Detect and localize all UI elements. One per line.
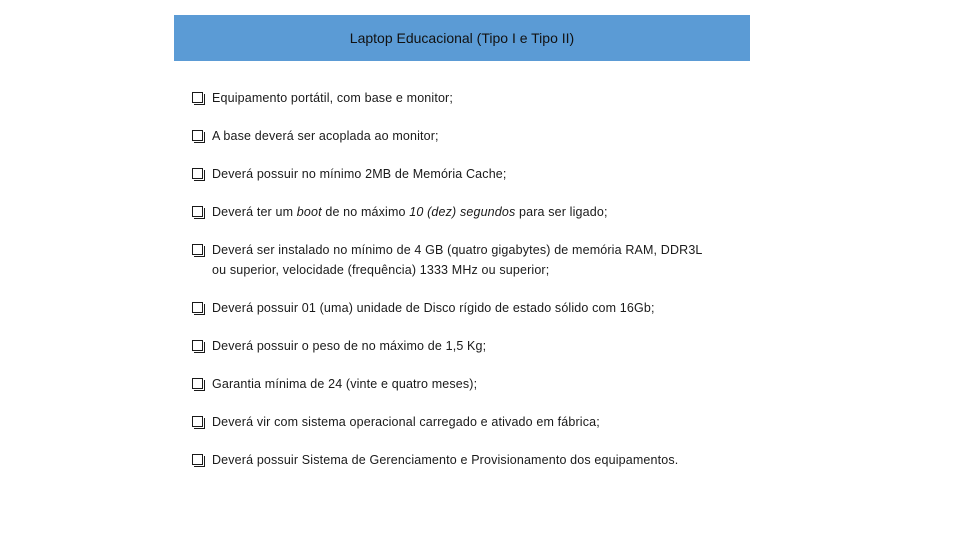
checkbox-bullet-icon [192,340,203,351]
checkbox-bullet-icon [192,302,203,313]
italic-term: 10 (dez) segundos [409,205,516,219]
list-item [192,336,718,356]
header-banner [174,15,750,61]
list-item [192,374,718,394]
list-item-text: Deverá vir com sistema operacional carregado e ativado em fábrica; [212,415,600,429]
checkbox-bullet-icon [192,416,203,427]
list-item [192,202,718,222]
list-item-text: Deverá ser instalado no mínimo de 4 GB (quatro gigabytes) de memória RAM, DDR3L ou superior, velocidade (frequência) 1333 MHz ou superior; [212,243,703,277]
list-item-text: Deverá possuir Sistema de Gerenciamento e Provisionamento dos equipamentos. [212,453,679,467]
list-item [192,450,718,470]
checkbox-bullet-icon [192,130,203,141]
checkbox-bullet-icon [192,454,203,465]
list-item-text: A base deverá ser acoplada ao monitor; [212,129,439,143]
list-item-text: Deverá ter um boot de no máximo 10 (dez) segundos para ser ligado; [212,205,608,219]
checkbox-bullet-icon [192,244,203,255]
list-item-text: Deverá possuir o peso de no máximo de 1,5 Kg; [212,339,487,353]
page-title: Laptop Educacional (Tipo I e Tipo II) [349,30,575,46]
checkbox-bullet-icon [192,168,203,179]
checkbox-bullet-icon [192,206,203,217]
list-item-text: Equipamento portátil, com base e monitor; [212,91,453,105]
list-item-text: Deverá possuir 01 (uma) unidade de Disco rígido de estado sólido com 16Gb; [212,301,655,315]
list-item [192,164,718,184]
list-item [192,412,718,432]
list-item [192,88,718,108]
list-item [192,298,718,318]
checkbox-bullet-icon [192,92,203,103]
list-item [192,126,718,146]
checkbox-bullet-icon [192,378,203,389]
list-item-text: Garantia mínima de 24 (vinte e quatro meses); [212,377,478,391]
list-item-text: Deverá possuir no mínimo 2MB de Memória Cache; [212,167,507,181]
list-item [192,240,718,280]
italic-term: boot [296,205,322,219]
